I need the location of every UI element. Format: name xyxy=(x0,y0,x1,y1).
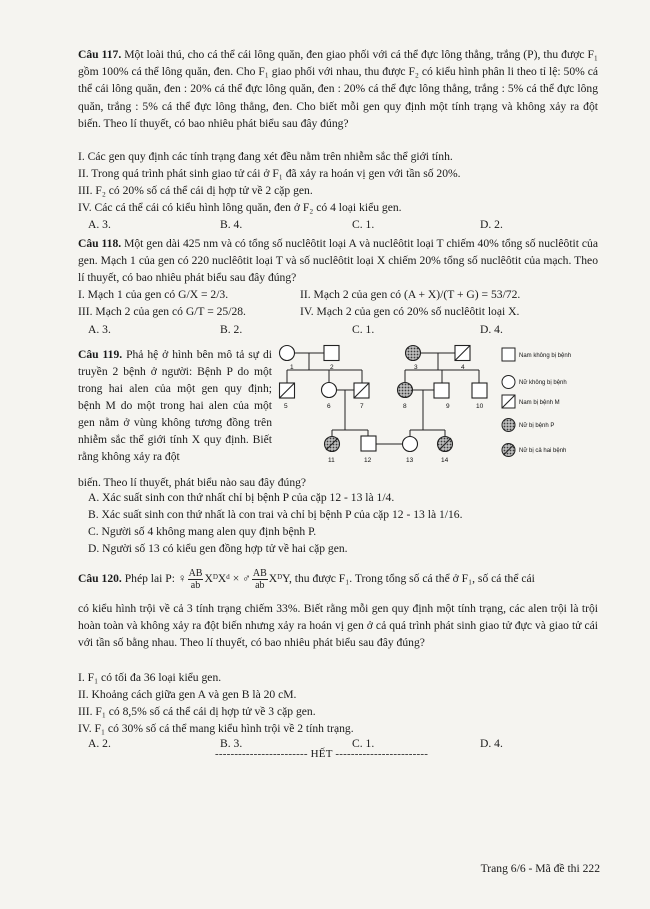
question-120-text: có kiểu hình trội về cả 3 tính trạng chiếm 33%. Biết rằng mỗi gen quy định một tính trạng, các alen trội là trội hoàn toàn và không xảy ra đột biến nhưng xảy ra hoán vị gen ở cả quá trình phát sinh giao tử đực và giao tử cái với tần số bằng nhau. Theo lí thuyết, có bao nhiêu phát biểu sau đây đúng? xyxy=(78,602,598,650)
legend-label: Nữ không bị bệnh xyxy=(519,380,567,386)
pedigree-person-8 xyxy=(398,383,413,398)
question-119 xyxy=(78,346,272,465)
pedigree-label: 12 xyxy=(364,457,372,464)
genotype-fraction: $\frac{AB}{ab}$ xyxy=(252,567,267,591)
pedigree-person-13 xyxy=(403,437,418,452)
option-c: C. Người số 4 không mang alen quy định bệnh P. xyxy=(88,525,317,538)
statement: IV. F₁ có 30% số cá thể mang kiểu hình trội về 2 tính trạng. xyxy=(78,722,354,735)
statement: III. F₁ có 8,5% số cá thể cái dị hợp tử về 3 cặp gen. xyxy=(78,705,316,718)
option-d: D. 4. xyxy=(480,737,503,750)
option-a: A. 2. xyxy=(88,737,111,750)
question-label: Câu 118. xyxy=(78,237,122,250)
question-label: Câu 117. xyxy=(78,48,122,61)
question-117 xyxy=(78,46,598,132)
pedigree-person-2 xyxy=(324,346,339,361)
pedigree-label: 14 xyxy=(441,457,449,464)
end-mark: ------------------------ HẾT ------------------------ xyxy=(215,748,429,760)
pedigree-label: 3 xyxy=(414,364,418,371)
statement: IV. Các cá thể cái có kiểu hình lông quăn, đen ở F₂ có 4 loại kiểu gen. xyxy=(78,201,402,214)
male-genotype-x: XᴰY, thu được F₁. Trong tổng số cá thể ở F₁, số cá thể cái xyxy=(268,572,535,585)
pedigree-label: 5 xyxy=(284,403,288,410)
pedigree-label: 2 xyxy=(330,364,334,371)
pedigree-label: 10 xyxy=(476,403,484,410)
option-d: D. 4. xyxy=(480,323,503,336)
option-a: A. 3. xyxy=(88,218,111,231)
legend-male-unaffected-icon xyxy=(502,348,515,361)
option-a: A. 3. xyxy=(88,323,111,336)
statement: III. Mạch 2 của gen có G/T = 25/28. xyxy=(78,305,246,318)
pedigree-person-10 xyxy=(472,383,487,398)
page-footer: Trang 6/6 - Mã đề thi 222 xyxy=(480,862,600,875)
statement: I. Mạch 1 của gen có G/X = 2/3. xyxy=(78,288,229,301)
statement: III. F₂ có 20% số cá thể cái dị hợp tử về 2 cặp gen. xyxy=(78,184,313,197)
pedigree-label: 9 xyxy=(446,403,450,410)
question-text-continued: biến. Theo lí thuyết, phát biểu nào sau đây đúng? xyxy=(78,476,307,489)
legend-label: Nam bị bệnh M xyxy=(519,400,560,406)
question-label: Câu 120. xyxy=(78,572,122,585)
pedigree-person-12 xyxy=(361,436,376,451)
pedigree-person-3 xyxy=(406,346,421,361)
cross-prefix: Phép lai P: ♀ xyxy=(124,572,187,585)
question-120-cross xyxy=(78,567,535,591)
pedigree-label: 4 xyxy=(461,364,465,371)
pedigree-label: 1 xyxy=(290,364,294,371)
legend-female-disease-p-icon xyxy=(502,419,515,432)
statement: II. Mạch 2 của gen có (A + X)/(T + G) = 53/72. xyxy=(300,288,521,301)
legend-label: Nam không bị bệnh xyxy=(519,353,572,359)
pedigree-person-6 xyxy=(322,383,337,398)
option-a: A. Xác suất sinh con thứ nhất chỉ bị bệnh P của cặp 12 - 13 là 1/4. xyxy=(88,491,395,504)
option-d: D. Người số 13 có kiểu gen đồng hợp tử về hai cặp gen. xyxy=(88,542,348,555)
legend-female-unaffected-icon xyxy=(502,376,515,389)
pedigree-chart xyxy=(272,338,602,474)
legend-label: Nữ bị cả hai bệnh xyxy=(519,448,567,454)
female-genotype-x: XᴰXᵈ × ♂ xyxy=(204,572,251,585)
pedigree-label: 8 xyxy=(403,403,407,410)
statement: IV. Mạch 2 của gen có 20% số nuclêôtit loại X. xyxy=(300,305,520,318)
pedigree-person-9 xyxy=(434,383,449,398)
legend-label: Nữ bị bệnh P xyxy=(519,423,555,429)
question-text: Phả hệ ở hình bên mô tả sự di truyền 2 bệnh ở người: Bệnh P do một trong hai alen của một gen quy định; bệnh M do một trong hai alen của một gen nằm ở vùng không tương đồng trên nhiễm sắc thể giới tính X quy định. Biết rằng không xảy ra đột xyxy=(78,348,272,463)
pedigree-label: 13 xyxy=(406,457,414,464)
option-c: C. 1. xyxy=(352,737,375,750)
option-c: C. 1. xyxy=(352,218,375,231)
option-b: B. Xác suất sinh con thứ nhất là con trai và chỉ bị bệnh P của cặp 12 - 13 là 1/16. xyxy=(88,508,463,521)
question-118 xyxy=(78,235,598,287)
statement: I. F₁ có tối đa 36 loại kiểu gen. xyxy=(78,671,222,684)
question-text: Một gen dài 425 nm và có tổng số nuclêôtit loại A và nuclêôtit loại T chiếm 40% tổng số nuclêôtit của gen. Mạch 1 của gen có 220 nuclêôtit loại T và số nuclêôtit loại X chiếm 20% tổng số nuclêôtit của mạch. Theo lí thuyết, có bao nhiêu phát biểu sau đây đúng? xyxy=(78,237,598,285)
option-b: B. 4. xyxy=(220,218,243,231)
pedigree-label: 11 xyxy=(328,457,335,464)
question-label: Câu 119. xyxy=(78,348,123,361)
option-c: C. 1. xyxy=(352,323,375,336)
statement: I. Các gen quy định các tính trạng đang xét đều nằm trên nhiễm sắc thể giới tính. xyxy=(78,150,453,163)
genotype-fraction: $\frac{AB}{ab}$ xyxy=(188,567,203,591)
pedigree-person-1 xyxy=(280,346,295,361)
question-text: Một loài thú, cho cá thể cái lông quăn, đen giao phối với cá thể đực lông thẳng, trắng (P), thu được F₁ gồm 100% cá thể lông quăn, đen. Cho F₁ giao phối với nhau, thu được F₂ có kiểu hình phân li theo tỉ lệ: 50% cá thể cái lông quăn, đen : 20% cá thể đực lông quăn, đen : 20% cá thể đực lông thẳng, trắng : 5% cá thể đực lông quăn, trắng : 5% cá thể đực lông thẳng, đen. Cho biết mỗi gen quy định một tính trạng và không xảy ra đột biến. Theo lí thuyết, có bao nhiêu phát biểu sau đây đúng? xyxy=(78,48,598,130)
pedigree-label: 6 xyxy=(327,403,331,410)
option-b: B. 3. xyxy=(220,737,243,750)
statement: II. Khoảng cách giữa gen A và gen B là 20 cM. xyxy=(78,688,297,701)
option-b: B. 2. xyxy=(220,323,243,336)
pedigree-label: 7 xyxy=(360,403,364,410)
statement: II. Trong quá trình phát sinh giao tử cái ở F₁ đã xảy ra hoán vị gen với tần số 20%. xyxy=(78,167,461,180)
option-d: D. 2. xyxy=(480,218,503,231)
